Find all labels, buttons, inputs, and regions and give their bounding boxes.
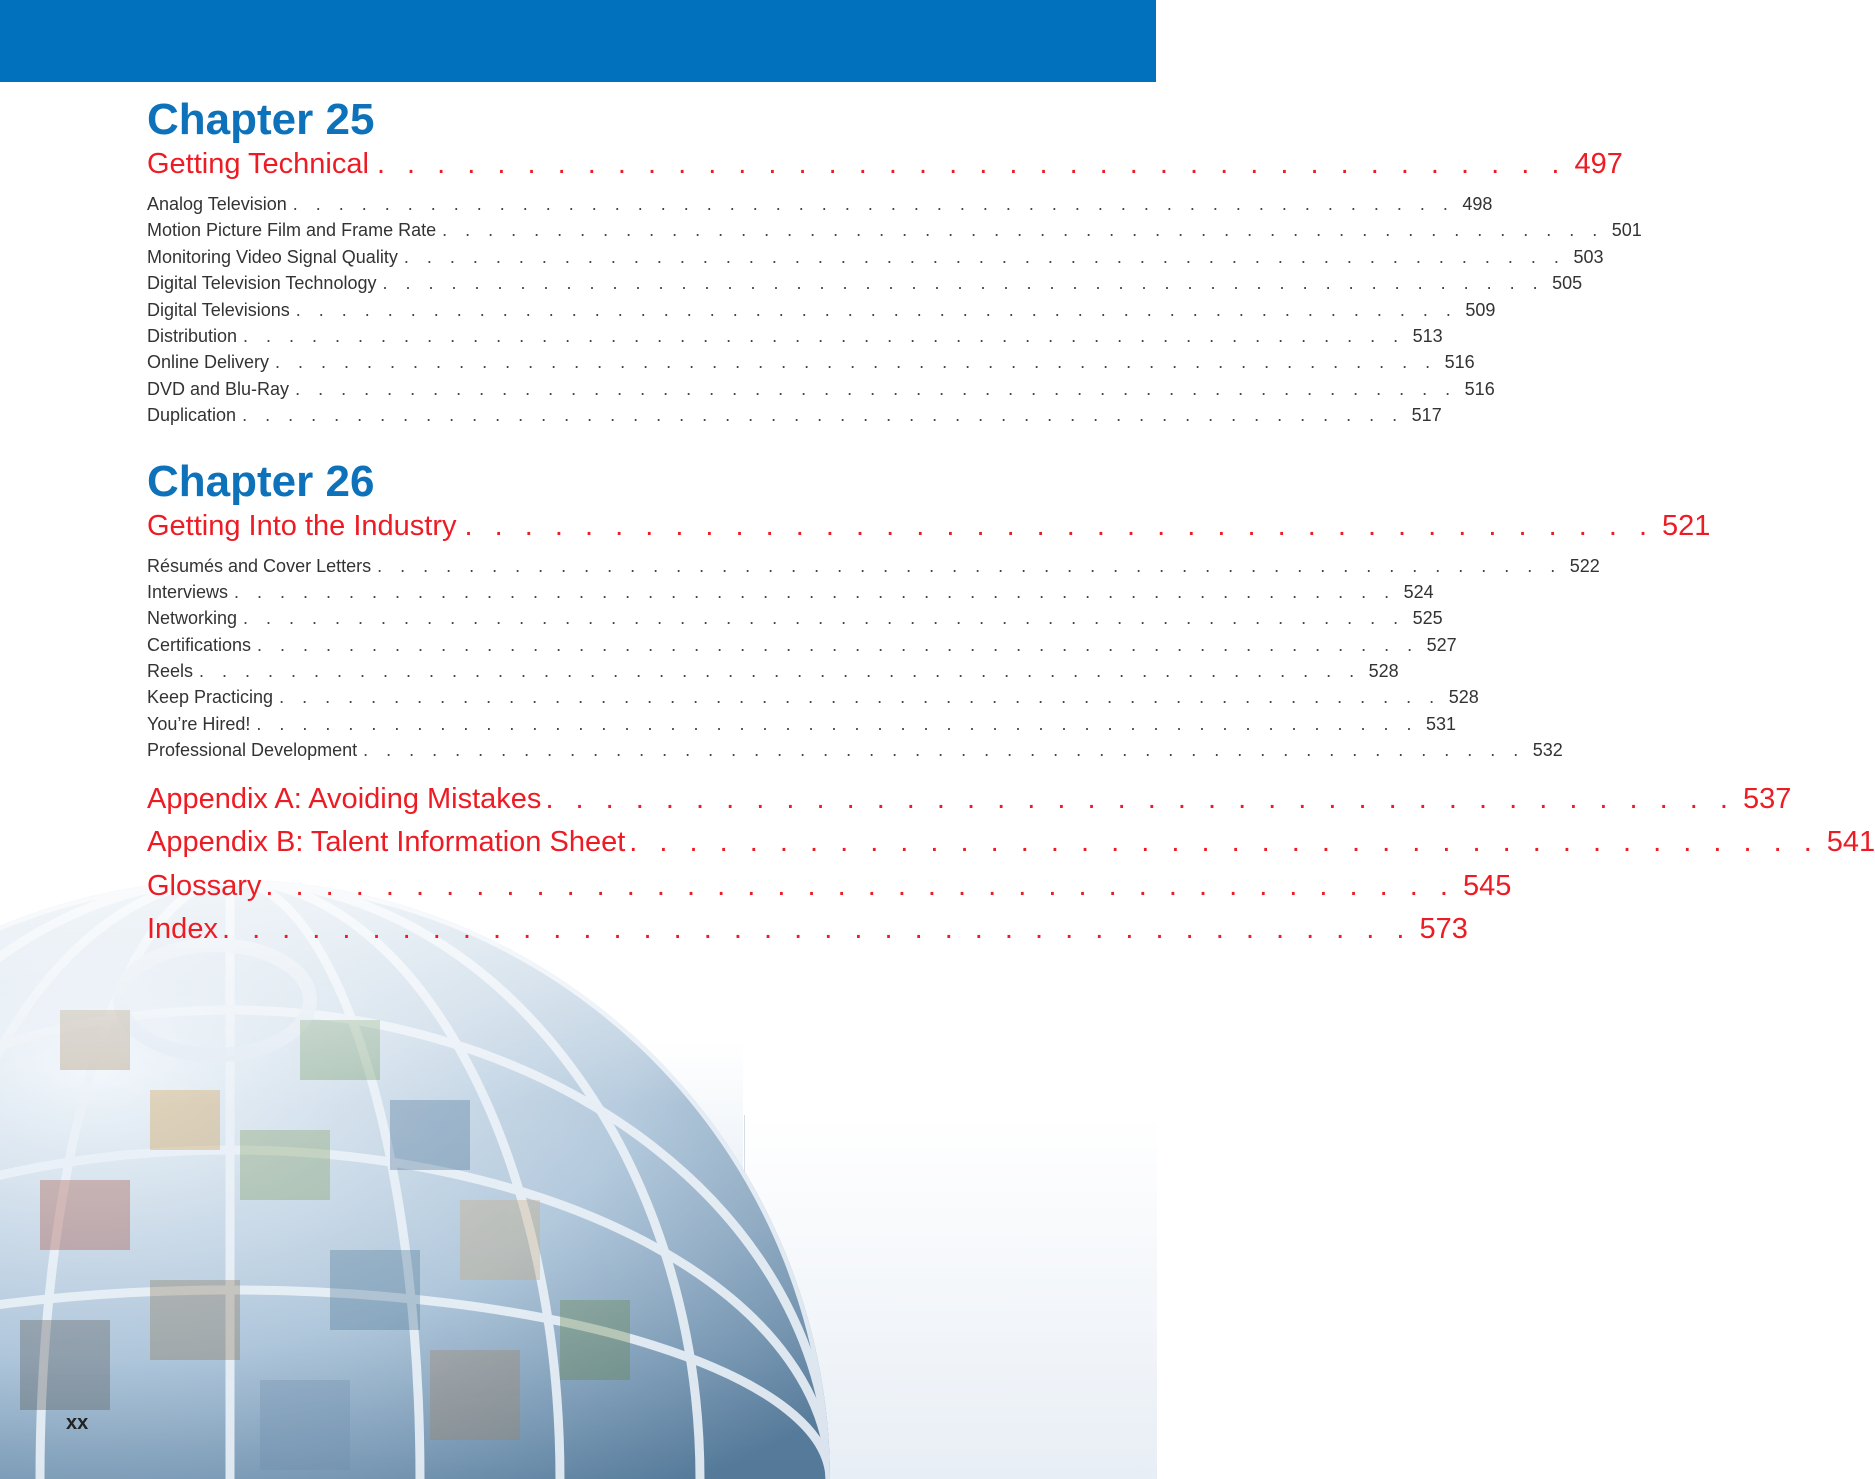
toc-entry[interactable] bbox=[147, 634, 1457, 661]
dot-leader: . . . . . . . . . . . . . . . . . . . . . . . . . . . . . . . . . . . . . . . . . . . . . . . . . . . bbox=[256, 713, 1419, 734]
back-matter-entry[interactable] bbox=[147, 782, 1792, 827]
back-matter-page-number: 545 bbox=[1462, 869, 1512, 902]
chapter-title-row[interactable] bbox=[147, 509, 1711, 550]
back-matter-entry[interactable] bbox=[147, 826, 1875, 870]
entry-title: Certifications bbox=[147, 634, 252, 655]
entry-page-number: 516 bbox=[1464, 378, 1495, 399]
dot-leader: . . . . . . . . . . . . . . . . . . . . . . . . . . . . . . . . . . . . . . . . . . . . . . . . . . . bbox=[234, 581, 1396, 602]
entry-page-number: 528 bbox=[1448, 687, 1479, 708]
toc-entry[interactable] bbox=[147, 220, 1642, 246]
entry-page-number: 513 bbox=[1412, 325, 1443, 346]
back-matter-page-number: 537 bbox=[1742, 782, 1792, 815]
chapter-title: Getting Into the Industry bbox=[147, 509, 457, 542]
entry-title: Reels bbox=[147, 661, 194, 682]
back-matter-title: Appendix B: Talent Information Sheet bbox=[147, 826, 626, 859]
chapter-heading: Chapter 26 bbox=[147, 456, 375, 506]
entry-page-number: 503 bbox=[1573, 246, 1604, 267]
dot-leader: . . . . . . . . . . . . . . . . . . . . . . . . . . . . . . . . . . . . . . . . bbox=[464, 509, 1655, 542]
entry-title: Distribution bbox=[147, 325, 238, 346]
entry-page-number: 532 bbox=[1532, 740, 1563, 761]
section-spacer bbox=[147, 432, 917, 448]
dot-leader: . . . . . . . . . . . . . . . . . . . . . . . . . . . . . . . . . . . . . . . . bbox=[376, 148, 1567, 180]
entry-title: Motion Picture Film and Frame Rate bbox=[147, 220, 437, 241]
entry-page-number: 501 bbox=[1611, 220, 1642, 241]
entry-page-number: 522 bbox=[1569, 555, 1600, 576]
entry-title: Digital Televisions bbox=[147, 299, 290, 320]
back-matter-title: Appendix A: Avoiding Mistakes bbox=[147, 782, 542, 815]
entry-title: Online Delivery bbox=[147, 352, 270, 373]
toc-entry[interactable] bbox=[147, 581, 1434, 608]
back-matter-entry[interactable] bbox=[147, 869, 1512, 914]
chapter-section bbox=[147, 448, 1711, 767]
entry-page-number: 525 bbox=[1412, 608, 1443, 629]
chapter-section bbox=[147, 86, 1642, 432]
dot-leader: . . . . . . . . . . . . . . . . . . . . . . . . . . . . . . . . . . . . . . . . . . . . . . . . . . . bbox=[257, 634, 1419, 655]
chapter-title: Getting Technical bbox=[147, 148, 369, 180]
toc-entry[interactable] bbox=[147, 608, 1443, 634]
back-matter-page-number: 573 bbox=[1419, 913, 1468, 946]
entry-title: Digital Television Technology bbox=[147, 273, 377, 294]
table-of-contents bbox=[147, 86, 1875, 957]
dot-leader: . . . . . . . . . . . . . . . . . . . . . . . . . . . . . . . . . . . . . . . . . . . . . . . . . . . bbox=[243, 325, 1405, 346]
entry-page-number: 531 bbox=[1426, 713, 1457, 734]
back-matter-list bbox=[147, 782, 1875, 957]
toc-entry[interactable] bbox=[147, 378, 1495, 405]
dot-leader: . . . . . . . . . . . . . . . . . . . . . . . . . . . . . . . . . . . . . . . . . . . . . . . . . . . bbox=[403, 246, 1566, 267]
dot-leader: . . . . . . . . . . . . . . . . . . . . . . . . . . . . . . . . . . . . . . . . . . . . . . . . . . . bbox=[363, 740, 1525, 761]
dot-leader: . . . . . . . . . . . . . . . . . . . . . . . . . . . . . . . . . . . . . . . . bbox=[265, 869, 1455, 902]
dot-leader: . . . . . . . . . . . . . . . . . . . . . . . . . . . . . . . . . . . . . . . . . . . . . . . . . . . bbox=[279, 687, 1441, 708]
dot-leader: . . . . . . . . . . . . . . . . . . . . . . . . . . . . . . . . . . . . . . . . . . . . . . . . . . . bbox=[292, 194, 1455, 214]
entry-title: Networking bbox=[147, 608, 238, 629]
entry-title: Duplication bbox=[147, 405, 237, 426]
entry-page-number: 509 bbox=[1465, 299, 1496, 320]
toc-entry[interactable] bbox=[147, 405, 1442, 431]
entry-title: DVD and Blu-Ray bbox=[147, 378, 290, 399]
dot-leader: . . . . . . . . . . . . . . . . . . . . . . . . . . . . . . . . . . . . . . . . bbox=[545, 782, 1735, 815]
toc-entry[interactable] bbox=[147, 713, 1457, 740]
dot-leader: . . . . . . . . . . . . . . . . . . . . . . . . . . . . . . . . . . . . . . . . . . . . . . . . . . . . bbox=[377, 555, 1562, 576]
entry-page-number: 527 bbox=[1426, 634, 1457, 655]
toc-entry[interactable] bbox=[147, 352, 1475, 378]
entry-page-number: 516 bbox=[1444, 352, 1475, 373]
entry-title: Professional Development bbox=[147, 740, 358, 761]
entry-page-number: 517 bbox=[1411, 405, 1442, 426]
dot-leader: . . . . . . . . . . . . . . . . . . . . . . . . . . . . . . . . . . . . . . . . . . . . . . . . . . . bbox=[243, 608, 1405, 629]
entry-page-number: 505 bbox=[1552, 273, 1583, 294]
entry-title: Interviews bbox=[147, 581, 229, 602]
dot-leader: . . . . . . . . . . . . . . . . . . . . . . . . . . . . . . . . . . . . . . . . . . . . . . . . . . . bbox=[442, 220, 1604, 241]
toc-entry[interactable] bbox=[147, 299, 1496, 326]
chapter-page-number: 521 bbox=[1662, 509, 1711, 542]
toc-entry[interactable] bbox=[147, 687, 1479, 713]
dot-leader: . . . . . . . . . . . . . . . . . . . . . . . . . . . . . . . . . . . . . . . . . . . . . . . . . . . bbox=[242, 405, 1404, 426]
toc-entry[interactable] bbox=[147, 246, 1604, 273]
dot-leader: . . . . . . . . . . . . . . . . . . . . . . . . . . . . . . . . . . . . . . . . . . . . . . . . . . . bbox=[295, 299, 1458, 320]
entry-page-number: 498 bbox=[1462, 194, 1493, 214]
back-matter-page-number: 541 bbox=[1826, 826, 1875, 859]
toc-entry[interactable] bbox=[147, 273, 1583, 299]
dot-leader: . . . . . . . . . . . . . . . . . . . . . . . . . . . . . . . . . . . . . . . . . . . . . . . . . . . bbox=[295, 378, 1457, 399]
entry-title: Résumés and Cover Letters bbox=[147, 555, 372, 576]
entry-title: Keep Practicing bbox=[147, 687, 274, 708]
dot-leader: . . . . . . . . . . . . . . . . . . . . . . . . . . . . . . . . . . . . . . . . . . . . . . . . . . . bbox=[199, 661, 1361, 682]
dot-leader: . . . . . . . . . . . . . . . . . . . . . . . . . . . . . . . . . . . . . . . . bbox=[629, 826, 1819, 859]
page-folio: xx bbox=[66, 1412, 89, 1434]
toc-entry[interactable] bbox=[147, 194, 1493, 220]
entry-page-number: 528 bbox=[1368, 661, 1399, 682]
toc-entry[interactable] bbox=[147, 325, 1443, 352]
dot-leader: . . . . . . . . . . . . . . . . . . . . . . . . . . . . . . . . . . . . . . . . . . . . . . . . . . . bbox=[382, 273, 1545, 294]
back-matter-entry[interactable] bbox=[147, 913, 1468, 957]
chapter-page-number: 497 bbox=[1574, 148, 1623, 180]
section-spacer bbox=[147, 767, 917, 783]
toc-entry[interactable] bbox=[147, 555, 1600, 582]
entry-title: Analog Television bbox=[147, 194, 287, 214]
toc-entry[interactable] bbox=[147, 740, 1563, 766]
entry-title: Monitoring Video Signal Quality bbox=[147, 246, 398, 267]
back-matter-title: Index bbox=[147, 913, 218, 946]
toc-entry[interactable] bbox=[147, 661, 1399, 687]
chapter-heading: Chapter 25 bbox=[147, 95, 375, 144]
back-matter-title: Glossary bbox=[147, 869, 262, 902]
entry-title: You’re Hired! bbox=[147, 713, 251, 734]
dot-leader: . . . . . . . . . . . . . . . . . . . . . . . . . . . . . . . . . . . . . . . . bbox=[221, 913, 1412, 946]
dot-leader: . . . . . . . . . . . . . . . . . . . . . . . . . . . . . . . . . . . . . . . . . . . . . . . . . . . bbox=[275, 352, 1437, 373]
entry-page-number: 524 bbox=[1403, 581, 1434, 602]
chapter-title-row[interactable] bbox=[147, 148, 1623, 188]
